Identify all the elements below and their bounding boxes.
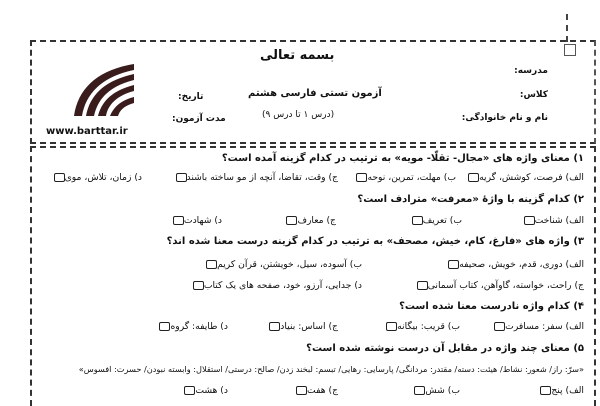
checkbox-icon[interactable] xyxy=(269,322,280,331)
q2-option-c-label: ج) معارف xyxy=(297,215,336,226)
checkbox-icon[interactable] xyxy=(296,386,307,395)
checkbox-icon[interactable] xyxy=(524,216,535,225)
q1-option-c[interactable] xyxy=(174,172,339,183)
checkbox-icon[interactable] xyxy=(468,173,479,182)
checkbox-icon[interactable] xyxy=(412,216,423,225)
q4-option-a-label: الف) سفر: مسافرت xyxy=(505,321,584,332)
q5-option-c-label: ج) هفت xyxy=(307,385,338,396)
page-edge-dash xyxy=(566,14,568,42)
q5-option-d-label: د) هشت xyxy=(195,385,228,396)
question-2-text: ۲) کدام گزینه با واژهٔ «معرفت» مترادف است؟ xyxy=(357,194,584,205)
checkbox-icon[interactable] xyxy=(494,322,505,331)
q4-option-c[interactable] xyxy=(267,321,338,332)
site-url: www.barttar.ir xyxy=(46,126,128,137)
school-label: مدرسه: xyxy=(514,66,548,76)
q5-word-bank: «سرّ: راز/ شعور: نشاط/ هیئت: دسته/ مقتدر: مردانگی/ پارسایی: رهایی/ تبسم: لبخند زدن/ صالح: درستی/ استقلال: وابسته نبودن/ حسرت: افسوس» xyxy=(78,364,584,374)
q5-option-b-label: ب) شش xyxy=(425,385,460,396)
q1-option-a[interactable] xyxy=(466,172,584,183)
q2-option-c[interactable] xyxy=(284,215,336,226)
checkbox-icon[interactable] xyxy=(540,386,551,395)
question-3-text: ۳) واژه های «فارغ، کام، خیش، مصحف» به ترتیب در کدام گزینه درست معنا شده اند؟ xyxy=(166,236,584,247)
checkbox-icon[interactable] xyxy=(184,386,195,395)
barttar-logo-icon xyxy=(68,58,138,120)
question-5-text: ۵) معنای چند واژه در مقابل آن درست نوشته شده است؟ xyxy=(306,343,584,354)
q3-option-b-label: ب) آسوده، سیل، خویشتن، قرآن کریم xyxy=(217,259,362,270)
q2-option-b[interactable] xyxy=(410,215,462,226)
checkbox-icon[interactable] xyxy=(356,173,367,182)
q5-option-d[interactable] xyxy=(182,385,228,396)
name-label: نام و نام خانوادگی: xyxy=(461,113,548,123)
lessons-range: (درس ۱ تا درس ۹) xyxy=(262,110,335,120)
bismillah-title: بسمه تعالی xyxy=(260,48,335,63)
checkbox-icon[interactable] xyxy=(206,260,217,269)
q5-option-a[interactable] xyxy=(538,385,584,396)
checkbox-icon[interactable] xyxy=(173,216,184,225)
q3-option-c-label: ج) راحت، خواسته، گاوآهن، کتاب آسمانی xyxy=(427,280,584,291)
checkbox-icon[interactable] xyxy=(193,281,204,290)
q3-option-d-label: د) جدایی، آرزو، خود، صفحه های یک کتاب xyxy=(203,280,362,291)
q2-option-b-label: ب) تعریف xyxy=(422,215,462,226)
q2-option-d-label: د) شهادت xyxy=(183,215,222,226)
q5-option-a-label: الف) پنج xyxy=(551,385,584,396)
q1-option-b[interactable] xyxy=(354,172,456,183)
q3-option-a[interactable] xyxy=(446,259,584,270)
q4-option-d-label: د) طایفه: گروه xyxy=(170,321,228,332)
q1-option-b-label: ب) مهلت، تمرین، نوحه xyxy=(367,172,456,183)
q4-option-a[interactable] xyxy=(492,321,584,332)
checkbox-icon[interactable] xyxy=(54,173,65,182)
q4-option-b[interactable] xyxy=(384,321,460,332)
corner-mark xyxy=(564,44,576,56)
checkbox-icon[interactable] xyxy=(159,322,170,331)
q2-option-a-label: الف) شناخت xyxy=(534,215,584,226)
q2-option-a[interactable] xyxy=(522,215,584,226)
checkbox-icon[interactable] xyxy=(176,173,187,182)
checkbox-icon[interactable] xyxy=(414,386,425,395)
class-label: کلاس: xyxy=(519,90,548,100)
duration-label: مدت آزمون: xyxy=(172,114,226,124)
checkbox-icon[interactable] xyxy=(386,322,397,331)
q3-option-a-label: الف) دوری، قدم، خویش، صحیفه xyxy=(459,259,584,270)
date-label: تاریخ: xyxy=(178,92,204,102)
question-4-text: ۴) کدام واژه نادرست معنا شده است؟ xyxy=(399,301,584,312)
q4-option-c-label: ج) اساس: بنیاد xyxy=(280,321,338,332)
exam-title: آزمون تستی فارسی هشتم xyxy=(248,88,382,99)
q2-option-d[interactable] xyxy=(171,215,222,226)
q1-option-d[interactable] xyxy=(52,172,142,183)
question-1-text: ۱) معنای واژه های «مجال- تقلّا- مویه» به ترتیب در کدام گزینه آمده است؟ xyxy=(221,153,584,164)
q5-option-b[interactable] xyxy=(412,385,460,396)
q3-option-c[interactable] xyxy=(415,280,584,291)
checkbox-icon[interactable] xyxy=(286,216,297,225)
q1-option-d-label: د) زمان، تلاش، موی xyxy=(64,172,142,183)
q1-option-c-label: ج) وقت، تقاضا، آنچه از مو ساخته باشند xyxy=(186,172,338,183)
q3-option-d[interactable] xyxy=(191,280,362,291)
q4-option-b-label: ب) قریب: بیگانه xyxy=(397,321,460,332)
q5-option-c[interactable] xyxy=(294,385,338,396)
header-divider xyxy=(30,146,596,148)
checkbox-icon[interactable] xyxy=(417,281,428,290)
q4-option-d[interactable] xyxy=(157,321,228,332)
q1-option-a-label: الف) فرصت، کوشش، گریه xyxy=(479,172,584,183)
checkbox-icon[interactable] xyxy=(448,260,459,269)
q3-option-b[interactable] xyxy=(204,259,362,270)
